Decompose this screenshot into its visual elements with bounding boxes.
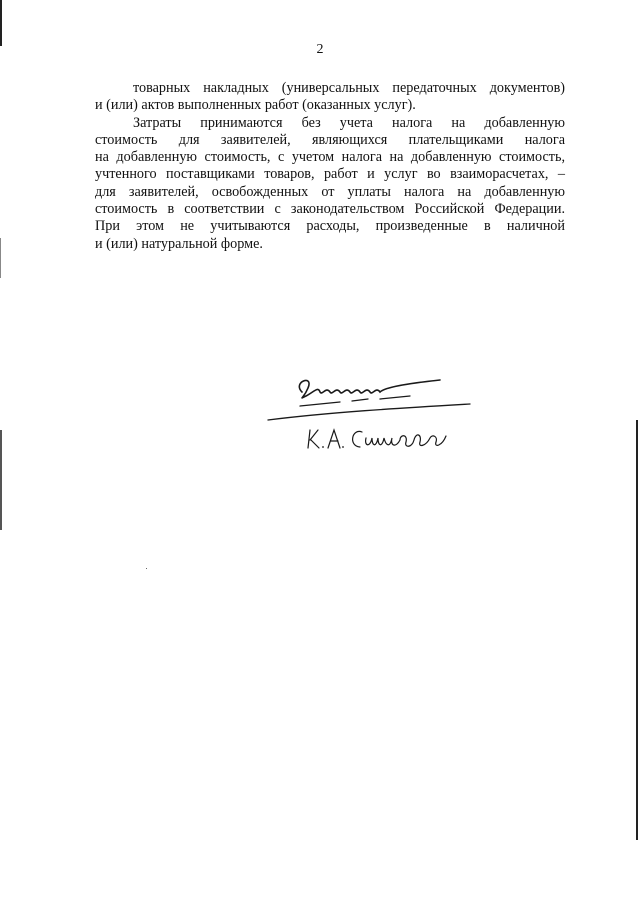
text-line: для заявителей, освобожденных от уплаты налога на добавленную: [95, 183, 565, 200]
scan-speck: [146, 568, 147, 569]
scan-edge-mark: [636, 420, 638, 840]
text-line: товарных накладных (универсальных передаточных документов): [133, 80, 565, 96]
text-line: стоимость в соответствии с законодательством Российской Федерации.: [95, 201, 565, 218]
page-number: 2: [316, 42, 324, 57]
text-line: и (или) натуральной форме.: [95, 235, 263, 252]
text-line: и (или) актов выполненных работ (оказанных услуг).: [95, 97, 416, 114]
paragraph-costs: [95, 115, 565, 253]
scan-edge-mark: [0, 0, 2, 46]
text-line: на добавленную стоимость, с учетом налога на добавленную стоимость,: [95, 149, 565, 166]
text-line: Затраты принимаются без учета налога на добавленную: [133, 114, 565, 131]
signature-scribble-icon: [262, 366, 482, 466]
handwritten-signature: [262, 366, 482, 466]
document-body: [95, 80, 565, 253]
scan-edge-mark: [0, 238, 1, 278]
scan-edge-mark: [0, 430, 2, 530]
text-line: стоимость для заявителей, являющихся плательщиками налога: [95, 131, 565, 148]
text-line: При этом не учитываются расходы, произведенные в наличной: [95, 218, 565, 235]
paragraph-continuation: [95, 80, 565, 115]
text-line: учтенного поставщиками товаров, работ и услуг во взаиморасчетах, –: [95, 166, 565, 183]
